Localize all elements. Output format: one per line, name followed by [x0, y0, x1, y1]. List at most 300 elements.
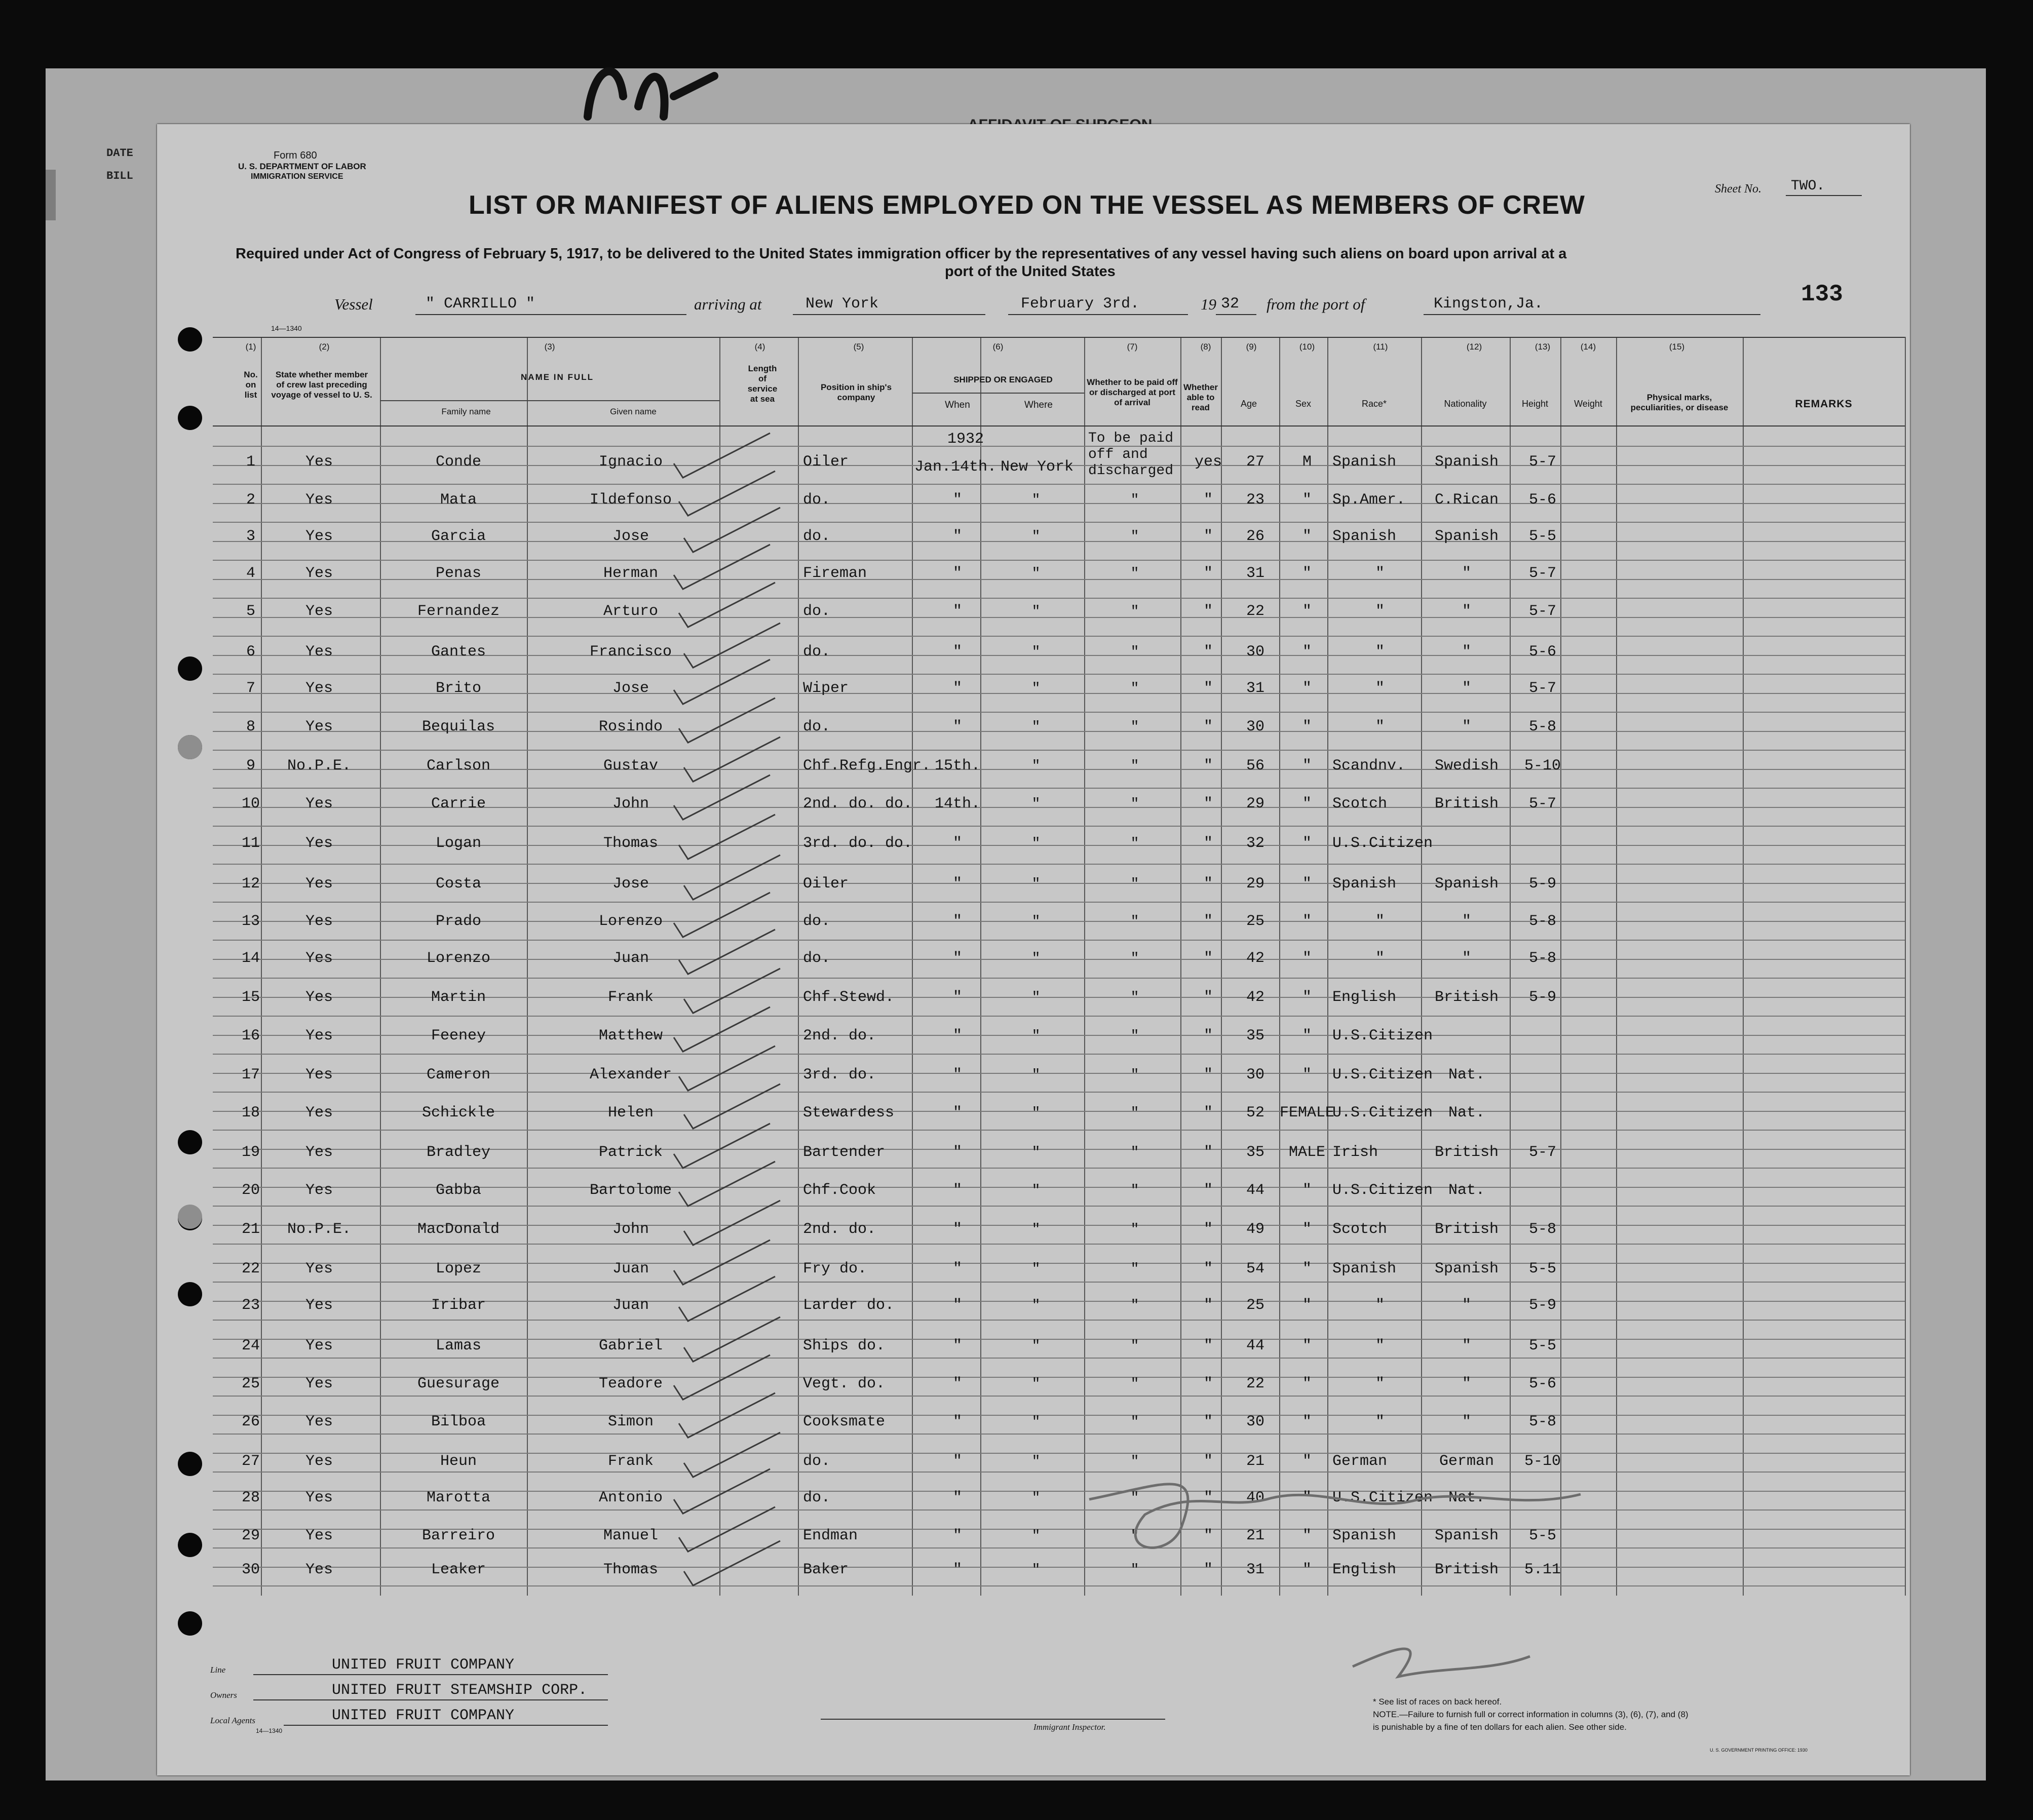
shipped-when-cell: " [952, 1144, 962, 1161]
paid-off-ditto: " [1130, 1028, 1139, 1044]
row-number: 6 [246, 643, 255, 661]
nationality-cell: " [1462, 603, 1471, 620]
paid-off-ditto: " [1130, 604, 1139, 619]
shipped-when-cell: " [952, 950, 962, 967]
name-in-full-header: NAME IN FULL [521, 372, 594, 382]
last-voyage-cell: Yes [305, 1297, 333, 1314]
sheet-value-underline [1786, 195, 1862, 196]
height-cell: 5-5 [1528, 1260, 1556, 1277]
able-to-read-cell: " [1203, 1375, 1213, 1392]
last-voyage-cell: Yes [305, 1489, 333, 1506]
inspector-signature-title [1353, 1649, 1530, 1677]
paid-off-ditto: " [1130, 1338, 1139, 1354]
able-to-read-cell: " [1203, 913, 1213, 930]
age-cell: 49 [1246, 1221, 1264, 1238]
height-cell: 5-9 [1528, 875, 1556, 893]
given-name-header: Given name [610, 407, 657, 416]
age-cell: 42 [1246, 989, 1264, 1006]
form-subtitle: Required under Act of Congress of February 5, 1917, to be delivered to the United States immigration officer by the representatives of any vessel having such aliens on board upon arrival at a [236, 246, 1567, 262]
where-ditto: " [1031, 876, 1041, 892]
where-ditto: " [1031, 719, 1041, 735]
year-value: 32 [1221, 295, 1240, 313]
margin-label-bill: BILL [106, 170, 133, 182]
from-port-label: from the port of [1267, 295, 1365, 313]
table-top-rule [213, 337, 1905, 338]
given-name-cell: Rosindo [598, 718, 663, 735]
row-number: 5 [246, 603, 255, 620]
when-header: When [945, 400, 970, 410]
nationality-cell: British [1434, 795, 1499, 812]
nationality-cell: British [1434, 989, 1499, 1006]
where-ditto: " [1031, 1028, 1041, 1044]
agents-value: UNITED FRUIT COMPANY [332, 1707, 515, 1724]
position-cell: Oiler [803, 875, 849, 893]
race-cell: Scotch [1332, 1221, 1388, 1238]
table-row-rule [213, 1016, 1905, 1017]
able-to-read-cell: " [1203, 1527, 1213, 1544]
position-cell: Fry do. [803, 1260, 867, 1277]
paid-off-ditto: " [1130, 644, 1139, 660]
table-row-rule [213, 674, 1905, 675]
able-to-read-cell: " [1203, 528, 1213, 545]
shipped-when-cell: " [952, 1066, 962, 1083]
position-cell: Larder do. [803, 1297, 895, 1314]
row-number: 27 [241, 1453, 260, 1470]
where-ditto: " [1031, 990, 1041, 1005]
column-number: (11) [1373, 342, 1388, 352]
shipped-when-cell: " [952, 1260, 962, 1277]
table-row [213, 1066, 1905, 1092]
nationality-cell: Spanish [1434, 528, 1499, 545]
punch-hole [178, 735, 202, 759]
race-cell: U.S.Citizen [1332, 1104, 1433, 1121]
table-row [213, 1489, 1905, 1515]
shipped-when-cell: " [952, 875, 962, 893]
table-row [213, 1453, 1905, 1478]
nationality-cell: Spanish [1434, 875, 1499, 893]
table-row-rule [213, 1130, 1905, 1131]
nationality-cell: German [1439, 1453, 1494, 1470]
position-cell: Chf.Refg.Engr. [803, 757, 931, 775]
given-name-cell: Jose [612, 875, 649, 893]
where-ditto: " [1031, 796, 1041, 812]
age-cell: 44 [1246, 1182, 1264, 1199]
shipped-when-cell: " [952, 1489, 962, 1506]
height-cell: 5-8 [1528, 913, 1556, 930]
race-cell: Spanish [1332, 1260, 1397, 1277]
last-voyage-cell: Yes [305, 1527, 333, 1544]
where-ditto: " [1031, 681, 1041, 696]
given-name-cell: Francisco [589, 643, 672, 661]
no-on-list-header: No. on list [244, 370, 258, 400]
position-cell: 2nd. do. do. [803, 795, 913, 812]
paid-off-ditto: " [1130, 492, 1139, 508]
table-row [213, 718, 1905, 744]
height-cell: 5-6 [1528, 1375, 1556, 1392]
table-column-rule [1905, 337, 1906, 1596]
where-ditto: " [1031, 1183, 1041, 1198]
last-voyage-cell: No.P.E. [287, 1221, 352, 1238]
family-name-cell: Bilboa [431, 1413, 486, 1430]
position-cell: do. [803, 528, 831, 545]
row-number: 3 [246, 528, 255, 545]
age-cell: 23 [1246, 491, 1264, 509]
paid-off-ditto: " [1130, 1298, 1139, 1313]
last-voyage-cell: Yes [305, 913, 333, 930]
given-name-cell: Herman [603, 565, 659, 582]
table-row [213, 1527, 1905, 1553]
row-number: 22 [241, 1260, 260, 1277]
paid-off-ditto: " [1130, 1261, 1139, 1277]
position-cell: Bartender [803, 1144, 886, 1161]
row-number: 11 [241, 835, 260, 852]
height-cell: 5-5 [1528, 1527, 1556, 1544]
table-row [213, 1413, 1905, 1439]
length-of-service-header: Length of service at sea [747, 364, 778, 404]
print-code: 14—1340 [271, 324, 302, 332]
column-number: (12) [1466, 342, 1482, 352]
race-cell: Irish [1332, 1144, 1378, 1161]
height-cell: 5-6 [1528, 491, 1556, 509]
family-name-cell: Fernandez [417, 603, 500, 620]
race-cell: U.S.Citizen [1332, 1489, 1433, 1506]
row-number: 12 [241, 875, 260, 893]
last-voyage-cell: Yes [305, 491, 333, 509]
column-number: (2) [319, 342, 330, 352]
height-cell: 5-7 [1528, 565, 1556, 582]
where-ditto: " [1031, 492, 1041, 508]
table-row [213, 757, 1905, 783]
shipped-when-cell: " [952, 913, 962, 930]
family-name-cell: Heun [440, 1453, 477, 1470]
able-to-read-cell: " [1203, 835, 1213, 852]
row-number: 20 [241, 1182, 260, 1199]
given-name-cell: Thomas [603, 1561, 659, 1578]
shipped-when-cell: 15th. [934, 757, 980, 775]
row-number: 25 [241, 1375, 260, 1392]
given-name-cell: Lorenzo [598, 913, 663, 930]
paid-off-ditto: " [1130, 1067, 1139, 1083]
row-number: 10 [241, 795, 260, 812]
arriving-label: arriving at [694, 295, 762, 313]
position-cell: Chf.Stewd. [803, 989, 895, 1006]
sex-cell: " [1302, 1453, 1312, 1470]
shipped-when-cell: " [952, 680, 962, 697]
family-name-cell: Gabba [435, 1182, 481, 1199]
position-cell: Cooksmate [803, 1413, 886, 1430]
line-label: Line [210, 1665, 226, 1675]
sex-cell: " [1302, 1221, 1312, 1238]
age-cell: 40 [1246, 1489, 1264, 1506]
family-name-cell: Lamas [435, 1337, 481, 1354]
nationality-cell: Nat. [1448, 1489, 1485, 1506]
footer-underline [253, 1699, 608, 1700]
able-to-read-cell: " [1203, 1221, 1213, 1238]
where-ditto: " [1031, 1067, 1041, 1083]
height-cell: 5-7 [1528, 1144, 1556, 1161]
row-number: 28 [241, 1489, 260, 1506]
family-name-cell: Bradley [426, 1144, 491, 1161]
age-cell: 25 [1246, 1297, 1264, 1314]
shipped-when-cell: " [952, 1375, 962, 1392]
row-number: 21 [241, 1221, 260, 1238]
able-to-read-cell: " [1203, 795, 1213, 812]
height-cell: 5-9 [1528, 1297, 1556, 1314]
paid-off-ditto: " [1130, 914, 1139, 930]
position-cell: do. [803, 603, 831, 620]
row-number: 15 [241, 989, 260, 1006]
column-number: (4) [754, 342, 765, 352]
last-voyage-cell: Yes [305, 795, 333, 812]
paid-off-ditto: " [1130, 758, 1139, 774]
race-cell: " [1375, 1413, 1385, 1430]
nationality-cell: British [1434, 1144, 1499, 1161]
sex-cell: M [1302, 453, 1312, 471]
sex-cell: " [1302, 565, 1312, 582]
age-cell: 31 [1246, 565, 1264, 582]
age-cell: 56 [1246, 757, 1264, 775]
able-to-read-cell: " [1203, 1104, 1213, 1121]
age-cell: 30 [1246, 1413, 1264, 1430]
where-ditto: " [1031, 1145, 1041, 1160]
nationality-cell: " [1462, 913, 1471, 930]
age-cell: 35 [1246, 1144, 1264, 1161]
column-number: (5) [853, 342, 864, 352]
last-voyage-cell: Yes [305, 835, 333, 852]
where-ditto: " [1031, 951, 1041, 966]
column-number: (9) [1246, 342, 1257, 352]
age-cell: 26 [1246, 528, 1264, 545]
table-row [213, 835, 1905, 860]
race-cell: " [1375, 1375, 1385, 1392]
shipped-when-cell: " [952, 1337, 962, 1354]
position-cell: do. [803, 643, 831, 661]
race-cell: " [1375, 565, 1385, 582]
row-number: 9 [246, 757, 255, 775]
column-number: (15) [1669, 342, 1685, 352]
given-name-cell: Bartolome [589, 1182, 672, 1199]
shipped-where-cell: New York [1001, 458, 1074, 476]
table-row-rule [213, 712, 1905, 713]
inspector-label: Immigrant Inspector. [1033, 1722, 1106, 1732]
shipped-when-cell: " [952, 1027, 962, 1044]
printer-line: U. S. GOVERNMENT PRINTING OFFICE: 1930 [1710, 1748, 1808, 1753]
service-label: IMMIGRATION SERVICE [251, 172, 343, 181]
paid-off-ditto: " [1130, 529, 1139, 545]
race-cell: Spanish [1332, 1527, 1397, 1544]
sex-cell: " [1302, 989, 1312, 1006]
able-to-read-cell: " [1203, 603, 1213, 620]
shipped-when-cell: " [952, 1297, 962, 1314]
last-voyage-cell: Yes [305, 1375, 333, 1392]
nationality-cell: Spanish [1434, 1260, 1499, 1277]
shipped-engaged-header: SHIPPED OR ENGAGED [953, 375, 1053, 384]
last-voyage-cell: Yes [305, 1182, 333, 1199]
last-voyage-cell: Yes [305, 718, 333, 735]
position-cell: Stewardess [803, 1104, 895, 1121]
race-cell: " [1375, 1337, 1385, 1354]
arrival-port: New York [805, 295, 879, 313]
table-row [213, 1337, 1905, 1363]
age-cell: 32 [1246, 835, 1264, 852]
sex-cell: " [1302, 835, 1312, 852]
column-number: (3) [544, 342, 555, 352]
where-ditto: " [1031, 1490, 1041, 1506]
race-cell: Scotch [1332, 795, 1388, 812]
race-cell: English [1332, 989, 1397, 1006]
family-name-cell: Feeney [431, 1027, 486, 1044]
given-name-cell: Ildefonso [589, 491, 672, 509]
row-number: 16 [241, 1027, 260, 1044]
shipped-when-cell: " [952, 491, 962, 509]
last-voyage-cell: Yes [305, 1066, 333, 1083]
row-number: 29 [241, 1527, 260, 1544]
given-name-cell: Patrick [598, 1144, 663, 1161]
shipped-when-cell: " [952, 1527, 962, 1544]
age-cell: 42 [1246, 950, 1264, 967]
table-row-rule [213, 522, 1905, 523]
able-to-read-cell: " [1203, 680, 1213, 697]
position-cell: 3rd. do. [803, 1066, 876, 1083]
family-name-cell: Barreiro [421, 1527, 495, 1544]
paid-off-ditto: " [1130, 566, 1139, 582]
paid-off-ditto: " [1130, 1528, 1139, 1544]
position-cell: do. [803, 491, 831, 509]
table-row [213, 603, 1905, 628]
sheet-value: TWO. [1791, 178, 1825, 194]
sex-cell: " [1302, 1260, 1312, 1277]
form-title: LIST OR MANIFEST OF ALIENS EMPLOYED ON THE VESSEL AS MEMBERS OF CREW [469, 190, 1585, 220]
able-to-read-cell: " [1203, 1489, 1213, 1506]
row-number: 7 [246, 680, 255, 697]
where-ditto: " [1031, 529, 1041, 545]
last-voyage-cell: Yes [305, 1453, 333, 1470]
paid-off-ditto: " [1130, 1376, 1139, 1392]
race-cell: U.S.Citizen [1332, 1027, 1433, 1044]
table-row-rule [213, 902, 1905, 903]
shipped-when-cell: " [952, 1221, 962, 1238]
given-name-cell: Manuel [603, 1527, 659, 1544]
race-cell: " [1375, 1297, 1385, 1314]
table-row-rule [213, 598, 1905, 599]
nationality-cell: " [1462, 950, 1471, 967]
column-number: (14) [1580, 342, 1596, 352]
sex-cell: " [1302, 1182, 1312, 1199]
vessel-line-underline [793, 314, 985, 315]
row-number: 17 [241, 1066, 260, 1083]
shipped-when-cell: " [952, 835, 962, 852]
able-to-read-cell: " [1203, 875, 1213, 893]
family-name-cell: Brito [435, 680, 481, 697]
height-cell: 5-7 [1528, 795, 1556, 812]
vessel-name: " CARRILLO " [426, 295, 535, 313]
race-cell: U.S.Citizen [1332, 1066, 1433, 1083]
shipped-when-cell: " [952, 1561, 962, 1578]
sex-cell: " [1302, 1337, 1312, 1354]
row-number: 4 [246, 565, 255, 582]
age-cell: 54 [1246, 1260, 1264, 1277]
position-cell: do. [803, 913, 831, 930]
race-cell: German [1332, 1453, 1388, 1470]
race-cell: " [1375, 718, 1385, 735]
column-number: (8) [1200, 342, 1211, 352]
family-name-cell: Cameron [426, 1066, 491, 1083]
table-row [213, 950, 1905, 975]
sex-cell: " [1302, 1027, 1312, 1044]
able-to-read-cell: " [1203, 1027, 1213, 1044]
vessel-line-underline [1216, 314, 1256, 315]
able-to-read-cell: " [1203, 989, 1213, 1006]
age-cell: 31 [1246, 680, 1264, 697]
position-cell: do. [803, 950, 831, 967]
position-cell: Ships do. [803, 1337, 886, 1354]
family-name-cell: Guesurage [417, 1375, 500, 1392]
table-row-rule [213, 446, 1905, 447]
nationality-cell: British [1434, 1221, 1499, 1238]
where-ditto: " [1031, 1562, 1041, 1578]
age-cell: 22 [1246, 603, 1264, 620]
age-cell: 29 [1246, 875, 1264, 893]
nationality-cell: " [1462, 1413, 1471, 1430]
shipped-when-cell: " [952, 528, 962, 545]
able-to-read-cell: " [1203, 950, 1213, 967]
age-cell: 22 [1246, 1375, 1264, 1392]
family-name-cell: Leaker [431, 1561, 486, 1578]
sex-cell: " [1302, 680, 1312, 697]
footer-underline [253, 1674, 608, 1675]
given-name-cell: Simon [607, 1413, 654, 1430]
sex-cell: " [1302, 913, 1312, 930]
position-cell: do. [803, 1489, 831, 1506]
signature-text [1216, 1580, 1219, 1581]
able-to-read-cell: " [1203, 1413, 1213, 1430]
table-row-rule [213, 560, 1905, 561]
row-number: 1 [246, 453, 255, 471]
last-voyage-cell: No.P.E. [287, 757, 352, 775]
where-ditto: " [1031, 1105, 1041, 1121]
where-ditto: " [1031, 1528, 1041, 1544]
footer-underline [284, 1725, 608, 1726]
where-header: Where [1024, 400, 1053, 410]
family-name-header: Family name [441, 407, 491, 416]
given-name-cell: Alexander [589, 1066, 672, 1083]
given-name-cell: Ignacio [598, 453, 663, 471]
given-name-cell: Thomas [603, 835, 659, 852]
nationality-cell: " [1462, 565, 1471, 582]
table-row [213, 528, 1905, 553]
family-name-cell: Iribar [431, 1297, 486, 1314]
table-row-rule [213, 978, 1905, 979]
column-number: (6) [992, 342, 1004, 352]
table-row-rule [213, 636, 1905, 637]
able-to-read-header: Whether able to read [1183, 382, 1218, 412]
race-cell: Scandnv. [1332, 757, 1406, 775]
able-to-read-cell: " [1203, 491, 1213, 509]
row-number: 23 [241, 1297, 260, 1314]
given-name-cell: Antonio [598, 1489, 663, 1506]
sex-cell: " [1302, 528, 1312, 545]
race-cell: English [1332, 1561, 1397, 1578]
paid-off-ditto: " [1130, 1222, 1139, 1237]
family-name-cell: Lorenzo [426, 950, 491, 967]
last-voyage-header: State whether member of crew last preceding voyage of vessel to U. S. [271, 370, 372, 400]
given-name-cell: Jose [612, 528, 649, 545]
paid-off-note: discharged [1088, 463, 1174, 479]
shipped-when-cell: " [952, 989, 962, 1006]
sex-cell: " [1302, 603, 1312, 620]
last-voyage-cell: Yes [305, 1104, 333, 1121]
height-cell: 5-5 [1528, 528, 1556, 545]
